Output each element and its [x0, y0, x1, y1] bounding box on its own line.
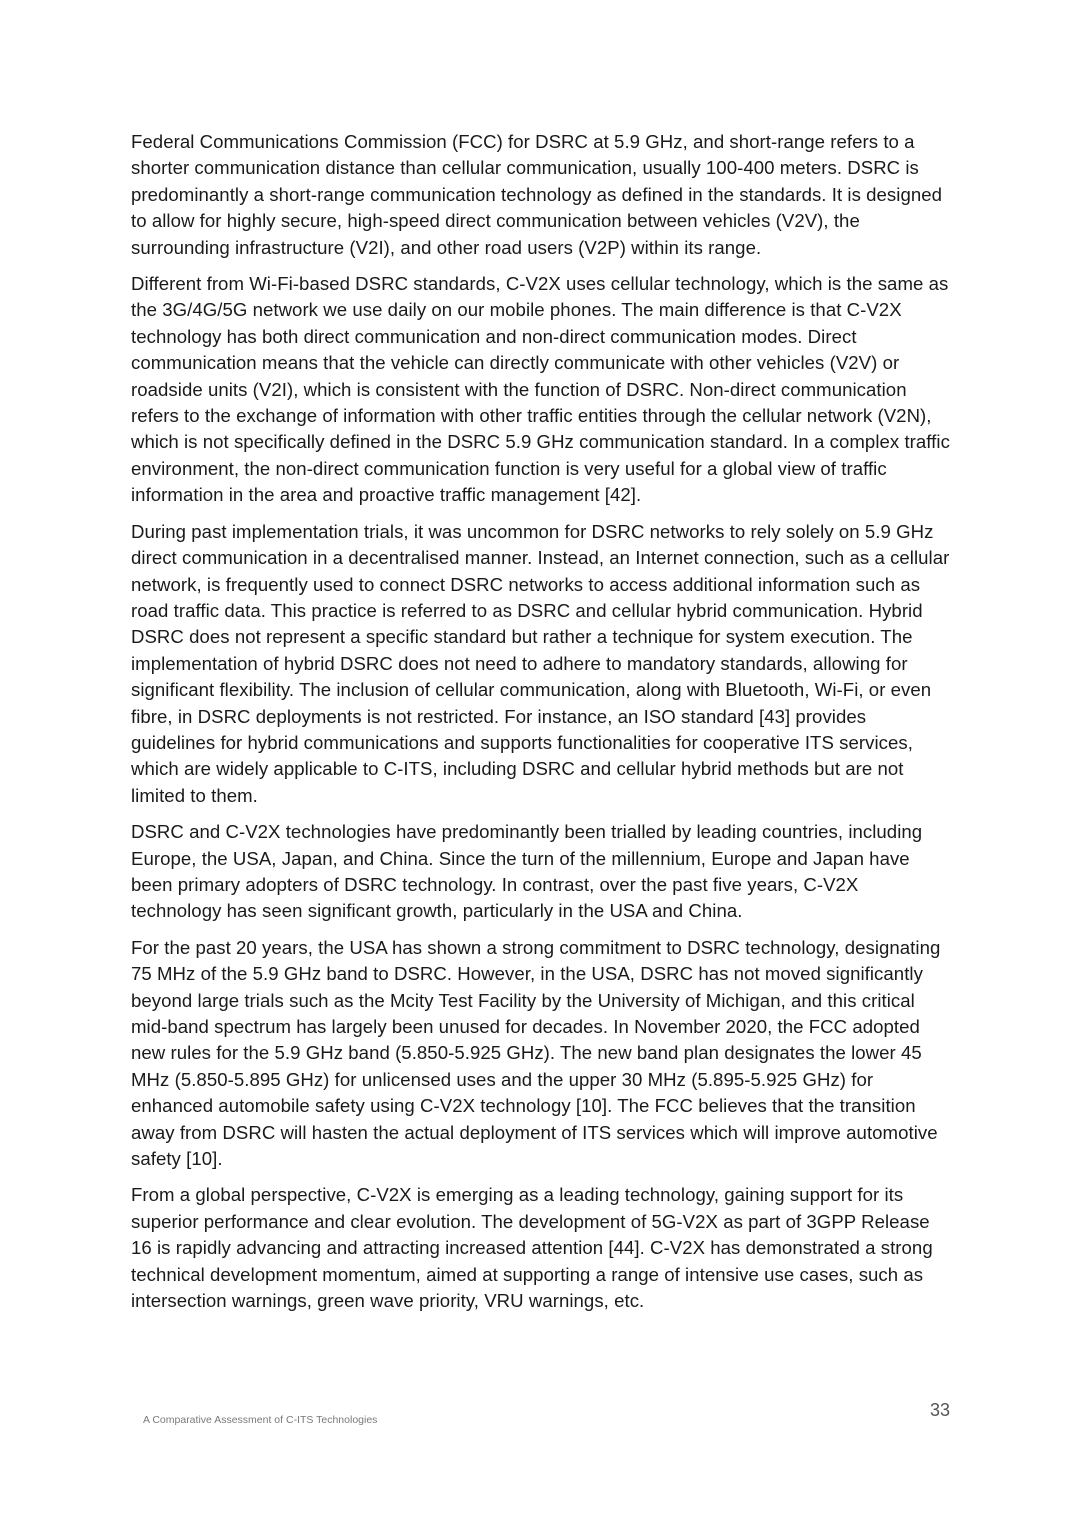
paragraph-1: Federal Communications Commission (FCC) for DSRC at 5.9 GHz, and short-range refers to a shorter communication distance than cellular communication, usually 100-400 meters. DSRC is predominantly a short-range communication technology as defined in the standards. It is designed to allow for highly secure, high-speed direct communication between vehicles (V2V), the surrounding infrastructure (V2I), and other road users (V2P) within its range. — [131, 131, 943, 258]
paragraph-4: DSRC and C-V2X technologies have predominantly been trialled by leading countries, including Europe, the USA, Japan, and China. Since the turn of the millennium, Europe and Japan have been primary adopters of DSRC technology. In contrast, over the past five years, C-V2X technology has seen significant growth, particularly in the USA and China. — [131, 821, 923, 922]
body-text — [131, 129, 953, 1324]
footer-document-title: A Comparative Assessment of C-ITS Technologies — [143, 1414, 378, 1426]
paragraph-5: For the past 20 years, the USA has shown a strong commitment to DSRC technology, designating 75 MHz of the 5.9 GHz band to DSRC. However, in the USA, DSRC has not moved significantly beyond large trials such as the Mcity Test Facility by the University of Michigan, and this critical mid-band spectrum has largely been unused for decades. In November 2020, the FCC adopted new rules for the 5.9 GHz band (5.850-5.925 GHz). The new band plan designates the lower 45 MHz (5.850-5.895 GHz) for unlicensed uses and the upper 30 MHz (5.895-5.925 GHz) for enhanced automobile safety using C-V2X technology [10]. The FCC believes that the transition away from DSRC will hasten the actual deployment of ITS services which will improve automotive safety [10]. — [131, 936, 941, 1170]
page-number: 33 — [929, 1400, 950, 1420]
paragraph-6: From a global perspective, C-V2X is emerging as a leading technology, gaining support for its superior performance and clear evolution. The development of 5G-V2X as part of 3GPP Release 16 is rapidly advancing and attracting increased attention [44]. C-V2X has demonstrated a strong technical development momentum, aimed at supporting a range of intensive use cases, such as intersection warnings, green wave priority, VRU warnings, etc. — [131, 1184, 933, 1312]
paragraph-2: Different from Wi-Fi-based DSRC standards, C-V2X uses cellular technology, which is the same as the 3G/4G/5G network we use daily on our mobile phones. The main difference is that C-V2X technology has both direct communication and non-direct communication modes. Direct communication means that the vehicle can directly communicate with other vehicles (V2V) or roadside units (V2I), which is consistent with the function of DSRC. Non-direct communication refers to the exchange of information with other traffic entities through the cellular network (V2N), which is not specifically defined in the DSRC 5.9 GHz communication standard. In a complex traffic environment, the non-direct communication function is very useful for a global view of traffic information in the area and proactive traffic management [42]. — [131, 273, 950, 506]
paragraph-3: During past implementation trials, it was uncommon for DSRC networks to rely solely on 5.9 GHz direct communication in a decentralised manner. Instead, an Internet connection, such as a cellular network, is frequently used to connect DSRC networks to access additional information such as road traffic data. This practice is referred to as DSRC and cellular hybrid communication. Hybrid DSRC does not represent a specific standard but rather a technique for system execution. The implementation of hybrid DSRC does not need to adhere to mandatory standards, allowing for significant flexibility. The inclusion of cellular communication, along with Bluetooth, Wi-Fi, or even fibre, in DSRC deployments is not restricted. For instance, an ISO standard [43] provides guidelines for hybrid communications and supports functionalities for cooperative ITS services, which are widely applicable to C-ITS, including DSRC and cellular hybrid methods but are not limited to them. — [131, 520, 950, 806]
